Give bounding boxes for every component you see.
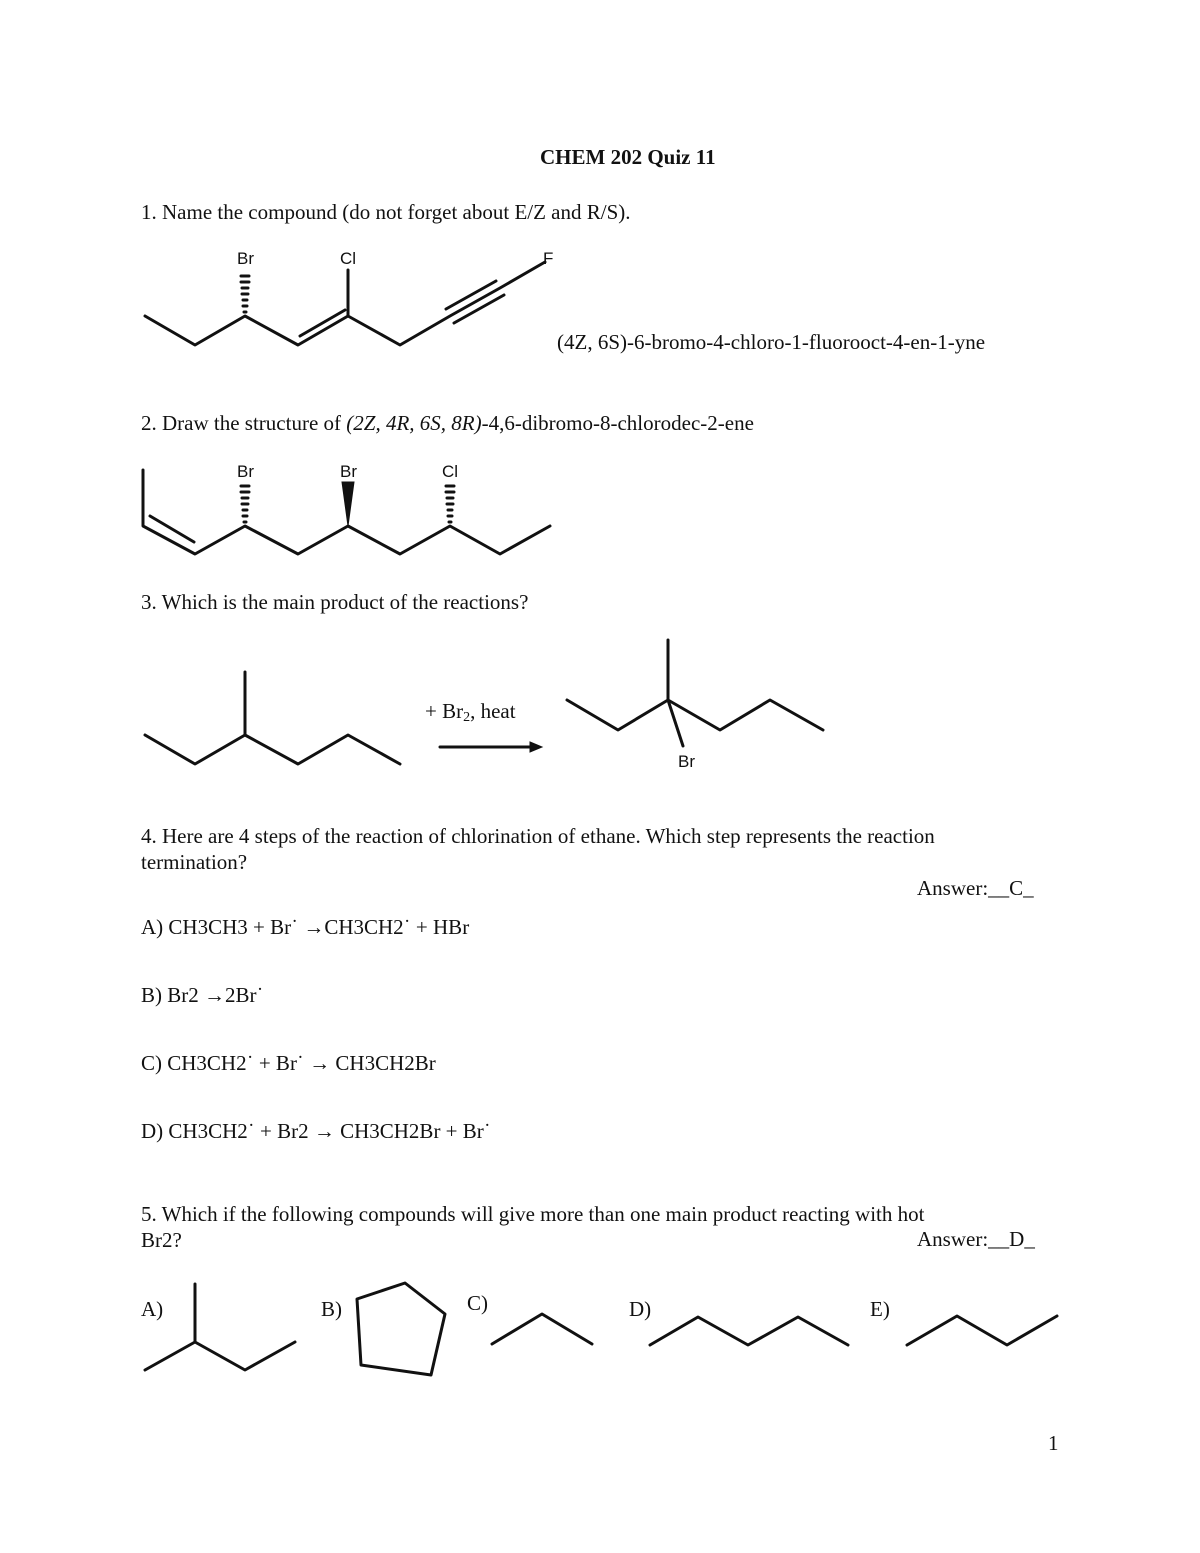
atom-label-br-2: Br <box>340 462 357 481</box>
question-2-descriptor: (2Z, 4R, 6S, 8R) <box>346 411 482 435</box>
question-4-option-a: A) CH3CH3 + Br˙ →CH3CH2˙ + HBr <box>141 915 470 939</box>
question-1-answer: (4Z, 6S)-6-bromo-4-chloro-1-fluorooct-4-en-1-yne <box>557 330 986 354</box>
question-4-option-c: C) CH3CH2˙ + Br˙ → CH3CH2Br <box>141 1051 436 1075</box>
reagent-subscript: 2 <box>463 710 471 725</box>
question-5-answer: Answer:__D_ <box>917 1227 1035 1251</box>
page-number: 1 <box>1048 1431 1059 1455</box>
structure-e <box>907 1316 1057 1345</box>
question-4-line-1: 4. Here are 4 steps of the reaction of chlorination of ethane. Which step represents the reaction <box>141 824 935 848</box>
question-2-prefix: 2. Draw the structure of <box>141 411 347 435</box>
structure-d <box>650 1317 848 1345</box>
page-title: CHEM 202 Quiz 11 <box>540 145 716 169</box>
question-2-suffix: -4,6-dibromo-8-chlorodec-2-ene <box>481 411 754 435</box>
structure-b <box>357 1283 445 1375</box>
atom-label-br-1: Br <box>237 462 254 481</box>
structure-a <box>145 1284 295 1370</box>
question-4-line-2: termination? <box>141 850 248 874</box>
question-1-text: 1. Name the compound (do not forget about E/Z and R/S). <box>141 200 631 224</box>
atom-label-f: F <box>543 249 554 268</box>
structure-c <box>492 1314 592 1344</box>
atom-label-br: Br <box>237 249 254 268</box>
option-d-label: D) <box>629 1297 652 1321</box>
atom-label-br: Br <box>678 752 695 771</box>
question-3-text: 3. Which is the main product of the reactions? <box>141 590 529 614</box>
option-e-label: E) <box>870 1297 890 1321</box>
question-5-line-1: 5. Which if the following compounds will give more than one main product reacting with hot <box>141 1202 925 1226</box>
question-4-answer: Answer:__C_ <box>917 876 1034 900</box>
question-4-option-d: D) CH3CH2˙ + Br2 → CH3CH2Br + Br˙ <box>141 1119 491 1143</box>
option-b-label: B) <box>321 1297 342 1321</box>
atom-label-cl: Cl <box>340 249 357 268</box>
question-5-line-2: Br2? <box>141 1228 182 1252</box>
reagent-pre: + Br <box>425 699 464 723</box>
atom-label-cl: Cl <box>442 462 459 481</box>
option-a-label: A) <box>141 1297 164 1321</box>
option-c-label: C) <box>467 1291 488 1315</box>
reagent-post: , heat <box>470 699 516 723</box>
question-4-option-b: B) Br2 →2Br˙ <box>141 983 264 1007</box>
